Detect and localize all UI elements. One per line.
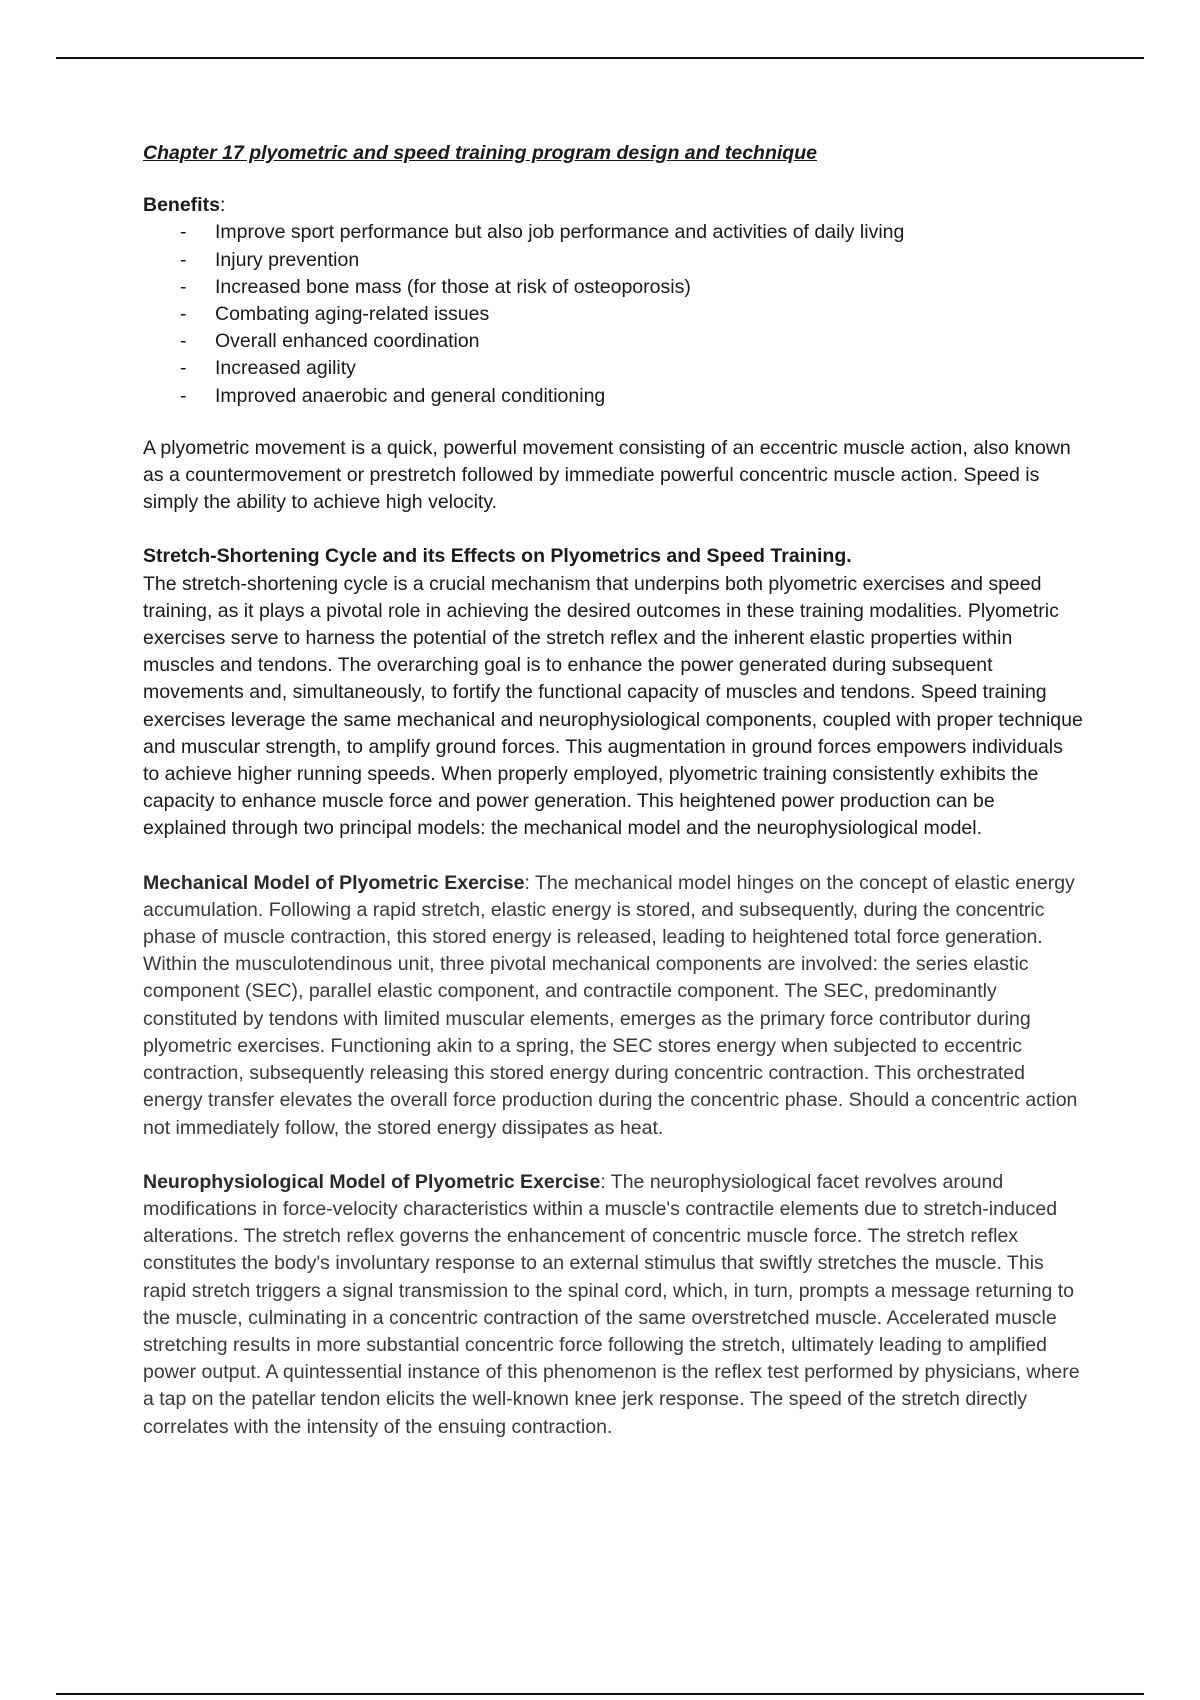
benefits-heading [143,192,1083,219]
list-item [143,274,1083,301]
list-item-text: Combating aging-related issues [215,303,490,326]
neuro-model-text: : The neurophysiological facet revolves around modifications in force-velocity characteristics within a muscle's contractile elements due to stretch-induced alterations. The stretch reflex governs the enhancement of concentric muscle force. The stretch reflex constitutes the body's involuntary response to an external stimulus that swiftly stretches the muscle. This rapid stretch triggers a signal transmission to the spinal cord, which, in turn, prompts a message returning to the muscle, culminating in a concentric contraction of the same overstretched muscle. Accelerated muscle stretching results in more substantial concentric force following the stretch, ultimately leading to amplified power output. A quintessential instance of this phenomenon is the reflex test performed by physicians, where a tap on the patellar tendon elicits the well-known knee jerk response. The speed of the stretch directly correlates with the intensity of the ensuing contraction. [143,1170,1080,1438]
mechanical-model-text: : The mechanical model hinges on the concept of elastic energy accumulation. Following a rapid stretch, elastic energy is stored, and subsequently, during the concentric phase of muscle contraction, this stored energy is released, leading to heightened total force generation. Within the musculotendinous unit, three pivotal mechanical components are involved: the series elastic component (SEC), parallel elastic component, and contractile component. The SEC, predominantly constituted by tendons with limited muscular elements, emerges as the primary force contributor during plyometric exercises. Functioning akin to a spring, the SEC stores energy when subjected to eccentric contraction, subsequently releasing this stored energy during concentric contraction. This orchestrated energy transfer elevates the overall force production during the concentric phase. Should a concentric action not immediately follow, the stored energy dissipates as heat. [143,871,1078,1139]
bullet-dash: - [180,357,187,380]
list-item [143,301,1083,328]
list-item-text: Increased bone mass (for those at risk of osteoporosis) [215,275,691,298]
top-divider [56,57,1144,59]
list-item [143,247,1083,274]
benefits-list [143,219,1083,409]
document-body [143,140,1083,1468]
bullet-dash: - [180,330,187,353]
list-item-text: Injury prevention [215,248,360,271]
ssc-paragraph: The stretch-shortening cycle is a crucial mechanism that underpins both plyometric exercises and speed training, as it plays a pivotal role in achieving the desired outcomes in these training modalities. Plyometric exercises serve to harness the potential of the stretch reflex and the inherent elastic properties within muscles and tendons. The overarching goal is to enhance the power generated during subsequent movements and, simultaneously, to fortify the functional capacity of muscles and tendons. Speed training exercises leverage the same mechanical and neurophysiological components, coupled with proper technique and muscular strength, to amplify ground forces. This augmentation in ground forces empowers individuals to achieve higher running speeds. When properly employed, plyometric training consistently exhibits the capacity to enhance muscle force and power generation. This heightened power production can be explained through two principal models: the mechanical model and the neurophysiological model. [143,572,1083,840]
benefits-label: Benefits [143,194,220,217]
bullet-dash: - [180,275,187,298]
bullet-dash: - [180,248,187,271]
neuro-model-heading: Neurophysiological Model of Plyometric Exercise [143,1170,601,1193]
intro-paragraph: A plyometric movement is a quick, powerful movement consisting of an eccentric muscle action, also known as a countermovement or prestretch followed by immediate powerful concentric muscle action. Speed is simply the ability to achieve high velocity. [143,436,1071,514]
list-item [143,328,1083,355]
list-item-text: Improved anaerobic and general conditioning [215,384,606,407]
list-item-text: Overall enhanced coordination [215,330,480,353]
list-item [143,219,1083,246]
benefits-colon: : [219,194,226,217]
bullet-dash: - [180,384,187,407]
bullet-dash: - [180,221,187,244]
neuro-model-paragraph [143,1169,1083,1441]
ssc-heading: Stretch-Shortening Cycle and its Effects on Plyometrics and Speed Training. [143,545,852,568]
chapter-title: Chapter 17 plyometric and speed training program design and technique [143,142,817,164]
list-item-text: Improve sport performance but also job performance and activities of daily living [215,221,905,244]
list-item [143,383,1083,410]
mechanical-model-paragraph [143,870,1083,1142]
bullet-dash: - [180,303,187,326]
list-item [143,355,1083,382]
bottom-divider [56,1693,1144,1695]
mechanical-model-heading: Mechanical Model of Plyometric Exercise [143,871,525,894]
list-item-text: Increased agility [215,357,356,380]
